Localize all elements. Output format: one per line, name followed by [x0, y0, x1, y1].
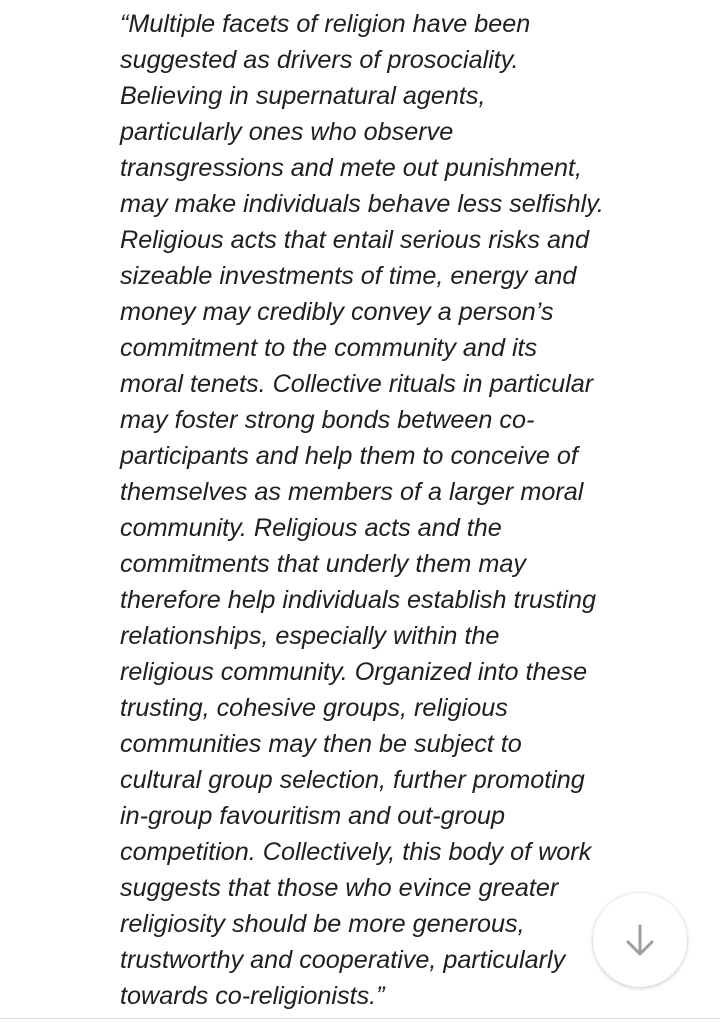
quote-line: trustworthy and cooperative, particularly: [120, 946, 566, 974]
quote-paragraph: [120, 6, 660, 1014]
bottom-divider: [0, 1018, 720, 1019]
quote-line: may make individuals behave less selfishly.: [120, 190, 604, 218]
quote-line: suggested as drivers of prosociality.: [120, 46, 519, 74]
quote-line: commitment to the community and its: [120, 334, 538, 362]
quote-line: moral tenets. Collective rituals in particular: [120, 370, 594, 398]
quote-line: relationships, especially within the: [120, 622, 500, 650]
quote-line: commitments that underly them may: [120, 550, 526, 578]
quote-line: in-group favouritism and out-group: [120, 802, 506, 830]
quote-line: Believing in supernatural agents,: [120, 82, 486, 110]
quote-line: transgressions and mete out punishment,: [120, 154, 583, 182]
quote-line: therefore help individuals establish trusting: [120, 586, 597, 614]
quote-line: suggests that those who evince greater: [120, 874, 559, 902]
arrow-down-icon: [620, 920, 660, 960]
quote-line: competition. Collectively, this body of work: [120, 838, 592, 866]
quote-line: communities may then be subject to: [120, 730, 522, 758]
quote-line: trusting, cohesive groups, religious: [120, 694, 508, 722]
quote-line: towards co-religionists.”: [120, 982, 385, 1010]
quote-line: money may credibly convey a person’s: [120, 298, 554, 326]
quote-line: Religious acts that entail serious risks and: [120, 226, 589, 254]
quote-line: religious community. Organized into these: [120, 658, 588, 686]
quote-line: particularly ones who observe: [120, 118, 454, 146]
quote-line: community. Religious acts and the: [120, 514, 502, 542]
quote-line: may foster strong bonds between co-: [120, 406, 535, 434]
quote-line: cultural group selection, further promoting: [120, 766, 585, 794]
quote-line: themselves as members of a larger moral: [120, 478, 584, 506]
quote-line: religiosity should be more generous,: [120, 910, 525, 938]
scroll-down-button[interactable]: [593, 893, 687, 987]
quote-line: “Multiple facets of religion have been: [120, 10, 531, 38]
quote-line: participants and help them to conceive of: [120, 442, 578, 470]
quote-line: sizeable investments of time, energy and: [120, 262, 577, 290]
